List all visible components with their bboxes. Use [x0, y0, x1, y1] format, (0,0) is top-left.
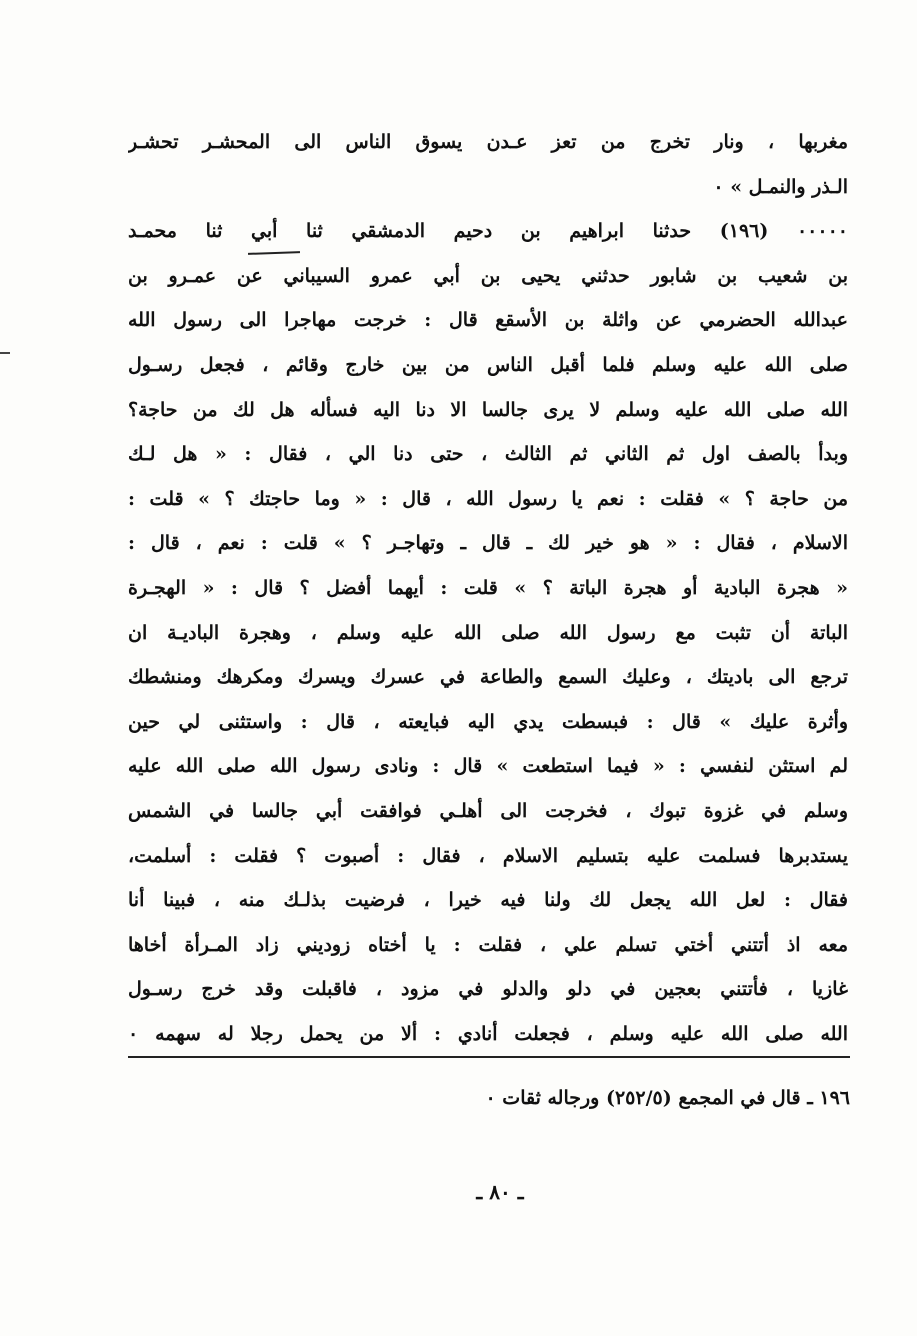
text-line-20: غازيا ، فأتتني بعجين في دلو والدلو في مزود ، فاقبلت وقد خرج رسـول	[128, 978, 848, 1001]
margin-mark	[0, 352, 10, 354]
text-line-8: وبدأ بالصف اول ثم الثاني ثم الثالث ، حتى دنا الي ، فقال : « هل لـك	[128, 443, 848, 466]
text-line-16: وسلم في غزوة تبوك ، فخرجت الى أهلـي فوافقت أبي جالسا في الشمس	[128, 799, 848, 822]
text-line-12: الباتة أن تثبت مع رسول الله صلى الله عليه وسلم ، وهجرة الباديـة ان	[128, 621, 848, 644]
text-line-15: لم استثن لنفسي : « فيما استطعت » قال : ونادى رسول الله صلى الله عليه	[128, 755, 848, 778]
text-line-1: مغربها ، ونار تخرج من تعز عـدن يسوق الناس الى المحشـر تحشـر	[128, 131, 848, 153]
text-line-11: « هجرة البادية أو هجرة الباتة ؟ » قلت : أيهما أفضل ؟ قال : « الهجـرة	[128, 576, 848, 599]
text-line-17: يستدبرها فسلمت عليه بتسليم الاسلام ، فقال : أصبوت ؟ فقلت : أسلمت،	[128, 844, 848, 867]
text-line-2: الـذر والنمـل » ٠	[713, 175, 848, 198]
text-line-7: الله صلى الله عليه وسلم لا يرى جالسا الا دنا اليه فسأله هل لك من حاجة؟	[128, 398, 848, 421]
text-line-5: عبدالله الحضرمي عن واثلة بن الأسقع قال : خرجت مهاجرا الى رسول الله	[128, 309, 848, 332]
text-line-21: الله صلى الله عليه وسلم ، فجعلت أنادي : ألا من يحمل رجلا له سهمه ٠	[128, 1022, 848, 1045]
footnote: ١٩٦ ـ قال في المجمع (٢٥٢/٥) ورجاله ثقات ٠	[485, 1087, 850, 1109]
text-line-6: صلى الله عليه وسلم فلما أقبل الناس من بين خارج وقائم ، فجعل رسـول	[128, 353, 848, 376]
text-line-4: بن شعيب بن شابور حدثني يحيى بن أبي عمرو السيباني عن عمـرو بن	[128, 264, 848, 287]
footnote-divider	[128, 1056, 850, 1058]
text-line-13: ترجع الى باديتك ، وعليك السمع والطاعة في عسرك ويسرك ومكرهك ومنشطك	[128, 666, 848, 689]
text-line-9: من حاجة ؟ » فقلت : نعم يا رسول الله ، قال : « وما حاجتك ؟ » قلت :	[128, 487, 848, 510]
text-line-18: فقال : لعل الله يجعل لك ولنا فيه خيرا ، فرضيت بذلـك منه ، فبينا أنا	[128, 889, 848, 912]
body-text	[128, 120, 848, 1056]
page-number: ـ ٨٠ ـ	[476, 1180, 524, 1204]
text-line-3: ٠٠٠٠٠ (١٩٦) حدثنا ابراهيم بن دحيم الدمشقي ثنا أبي ثنا محمـد	[128, 220, 848, 243]
text-line-10: الاسلام ، فقال : « هو خير لك ـ قال ـ وتهاجـر ؟ » قلت : نعم ، قال :	[128, 532, 848, 555]
text-line-19: معه اذ أتتني أختي تسلم علي ، فقلت : يا أختاه زوديني زاد المـرأة أخاها	[128, 933, 848, 956]
text-line-14: وأثرة عليك » قال : فبسطت يدي اليه فبايعته ، قال : واستثنى لي حين	[128, 710, 848, 733]
